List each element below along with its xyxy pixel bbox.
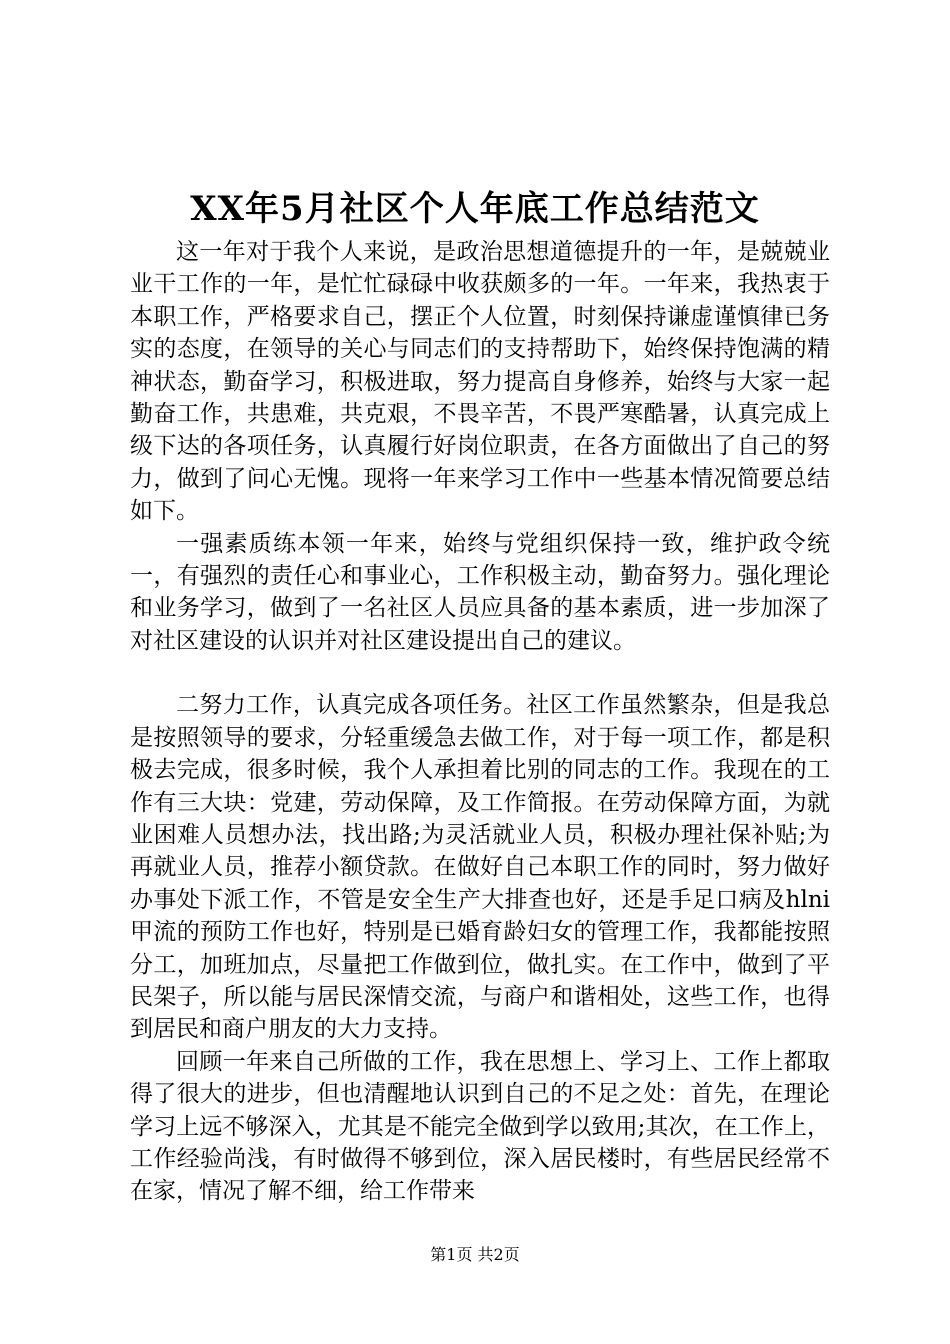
paragraph-section-two: 二努力工作，认真完成各项任务。社区工作虽然繁杂，但是我总是按照领导的要求，分轻重缓急去做工作，对于每一项工作，都是积极去完成，很多时候，我个人承担着比别的同志的工作。我现在的工作有三大块：党建，劳动保障，及工作简报。在劳动保障方面，为就业困难人员想办法，找出路;为灵活就业人员，积极办理社保补贴;为再就业人员，推荐小额贷款。在做好自己本职工作的同时，努力做好办事处下派工作，不管是安全生产大排查也好，还是手足口病及hlni甲流的预防工作也好，特别是已婚育龄妇女的管理工作，我都能按照分工，加班加点，尽量把工作做到位，做扎实。在工作中，做到了平民架子，所以能与居民深情交流，与商户和谐相处，这些工作，也得到居民和商户朋友的大力支持。	[130, 692, 830, 1043]
document-title: XX年5月社区个人年底工作总结范文	[190, 189, 760, 229]
document-body	[130, 236, 830, 1208]
page-number-footer: 第1页 共2页	[430, 1245, 520, 1264]
paragraph-review: 回顾一年来自己所做的工作，我在思想上、学习上、工作上都取得了很大的进步，但也清醒地认识到自己的不足之处：首先，在理论学习上远不够深入，尤其是不能完全做到学以致用;其次，在工作上，工作经验尚浅，有时做得不够到位，深入居民楼时，有些居民经常不在家，情况了解不细，给工作带来	[130, 1048, 830, 1205]
paragraph-section-one: 一强素质练本领一年来，始终与党组织保持一致，维护政令统一，有强烈的责任心和事业心，工作积极主动，勤奋努力。强化理论和业务学习，做到了一名社区人员应具备的基本素质，进一步加深了对社区建设的认识并对社区建设提出自己的建议。	[130, 530, 830, 654]
paragraph-intro: 这一年对于我个人来说，是政治思想道德提升的一年，是兢兢业业干工作的一年，是忙忙碌碌中收获颇多的一年。一年来，我热衷于本职工作，严格要求自己，摆正个人位置，时刻保持谦虚谨慎律已务实的态度，在领导的关心与同志们的支持帮助下，始终保持饱满的精神状态，勤奋学习，积极进取，努力提高自身修养，始终与大家一起勤奋工作，共患难，共克艰，不畏辛苦，不畏严寒酷暑，认真完成上级下达的各项任务，认真履行好岗位职责，在各方面做出了自己的努力，做到了问心无愧。现将一年来学习工作中一些基本情况简要总结如下。	[130, 239, 830, 525]
